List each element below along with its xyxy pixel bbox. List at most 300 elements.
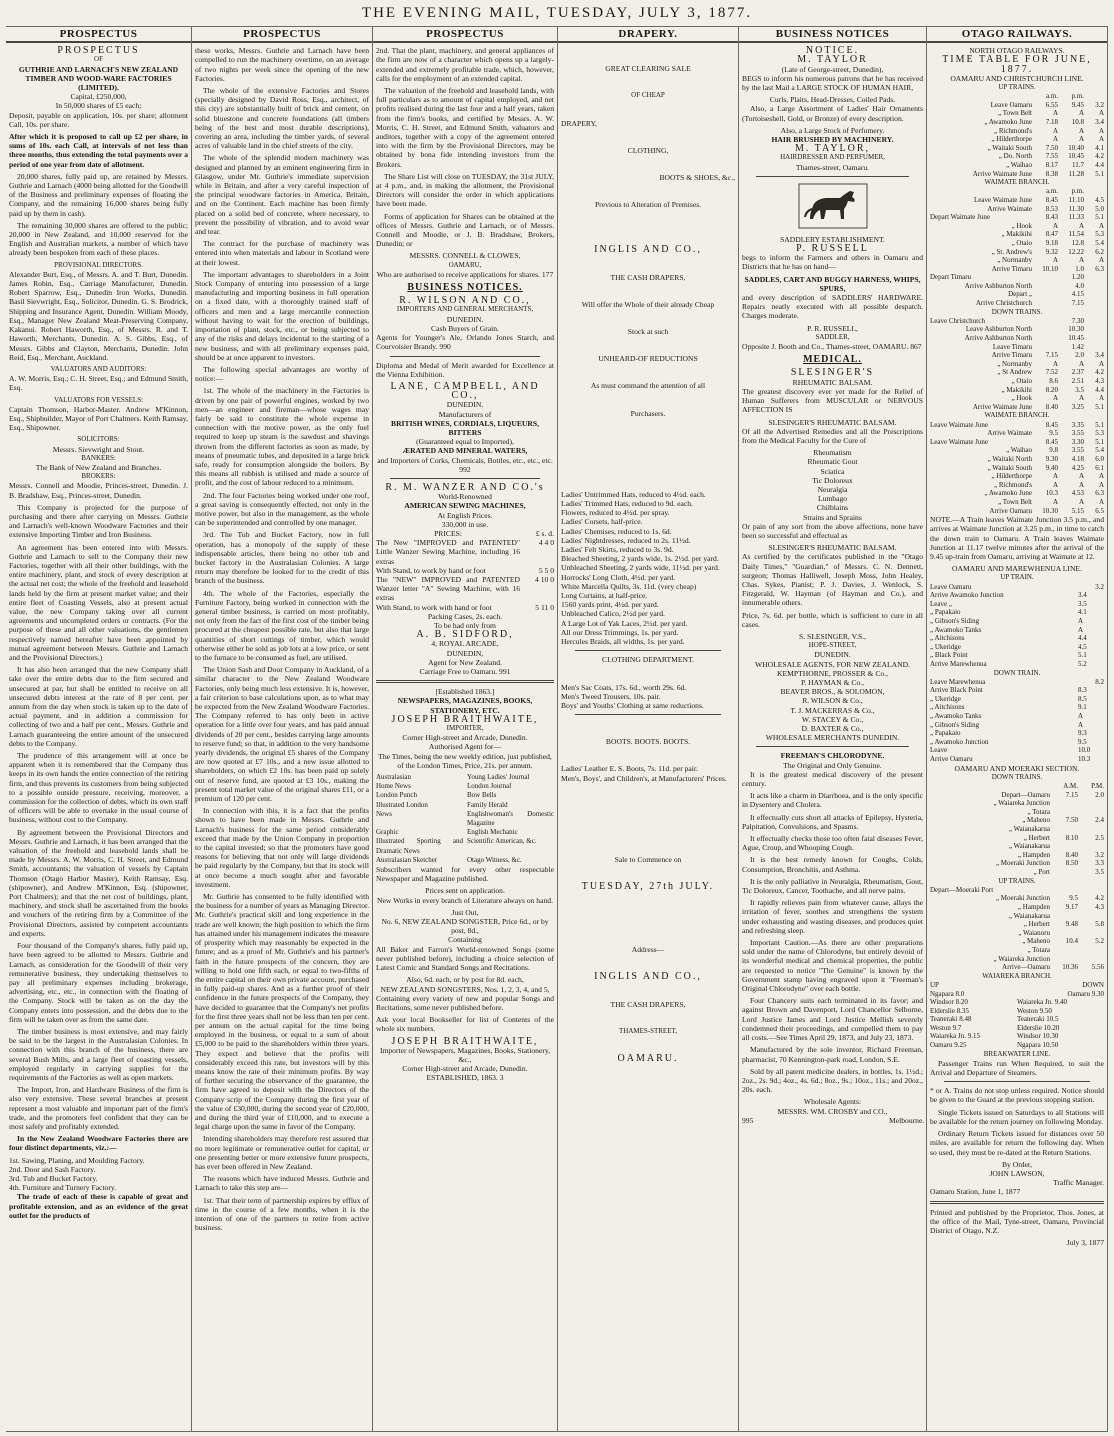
timetable-cell: 7.52 [1045,368,1058,377]
timetable-cell: 9.3 [1078,729,1087,738]
timetable-cell: 5.1 [1095,402,1104,411]
sidford-place: DUNEDIN, [446,648,484,658]
timetable-cell [1032,325,1058,334]
paragraph: It rapidly relieves pain from whatever cause, allays the irritation of fever, soothes and strengthens the system under exhausting and wasting diseases, and produces quiet and refreshing sleep. [742,898,923,935]
ailment: Sciatica [820,466,845,476]
timetable-cell: Leave Marewhenua [930,677,986,686]
paragraph: 20,000 shares, fully paid up, are retained by Messrs. Guthrie and Larnach (4000 being allotted for the Goodwill of the Business and preliminary expenses of floating the Company, and the remaining 16,000 shares being fully paid up by them in cash). [9,171,188,218]
timetable-cell: „ Totara [1027,945,1050,954]
timetable-cell: Ngapara 10.50 [1017,1041,1059,1050]
column-business-notices [739,27,926,1431]
divider [756,746,909,747]
bankers: The Bank of New Zealand and Branches. [35,462,162,472]
timetable-cell [1050,825,1078,834]
wholesale-heading: WHOLESALE AGENTS, FOR NEW ZEALAND. [754,659,911,669]
timetable-cell: „ Otaio [1011,238,1032,247]
agent-note-text: Who are authorised to receive applications for shares. [376,269,540,279]
clothing-item: Boys' and Youths' Clothing at same reductions. [561,700,704,710]
timetable-cell: Arrive Timaru [991,264,1032,273]
single-tickets: Single Tickets issued on Saturdays to all Stations will be available for the return journey on following Monday. [930,1107,1104,1126]
timetable-cell: 3.4 [1078,591,1087,600]
timetable-cell: 2.0 [1095,790,1104,799]
timetable-cell: 4.2 [1095,894,1104,903]
timetable-cell: 3.4 [1095,351,1104,360]
freeman-heading: FREEMAN'S CHLORODYNE. [780,751,885,761]
timetable-cell: Arrive Ashburton North [964,334,1032,343]
carriage [376,667,554,676]
timetable-cell: „ Makikihi [1001,230,1032,239]
times-notice: The Times, being the new weekly edition, just published, of the London Times, Price, 21s. per annum. [378,751,552,770]
line-oamaru-christchurch: OAMARU AND CHRISTCHURCH LINE. [950,73,1084,83]
timetable-cell: A [1078,480,1084,489]
lane-importers-text: and Importers of Corks, Chemicals, Bottles, etc., etc., etc. [377,455,553,465]
timetable-cell: 4.53 [1071,489,1084,498]
timetable-cell: „ Totara [1027,807,1050,816]
timetable-cell: 9.40 [1045,463,1058,472]
timetable-cell: Depart „ [1008,290,1032,299]
paper-name: English Mechanic [467,828,518,837]
clothing-department: CLOTHING DEPARTMENT. [602,655,694,665]
russell-begs: begs to inform the Farmers and others in Oamaru and Districts that he has on hand— [742,253,923,272]
waimate-branch-2: WAIMATE BRANCH. [984,411,1050,420]
braithwaite-title: IMPORTER, [446,724,484,733]
sale-items [561,490,735,646]
curls: Curls, Plaits, Head-Dresses, Coiled Pads. [769,95,896,105]
hair-brushed: HAIR BRUSHED BY MACHINERY. [771,135,894,145]
timetable-cell: 9.5 [1049,429,1058,438]
timetable-cell [1084,290,1104,299]
paper-name: News [376,809,392,818]
timetable-cell: 5.8 [1095,920,1104,929]
paragraph: In connection with this, it is a fact that the profits shown to have been made in Messrs. Guthrie and Larnach's business for the same period considerably exceed that made by the Union Company in proportion to the capital invested; so that the promoters have good reasons for believing that not only will large dividends be paid regularly by the Company, but that its stock will at once become a much sought after and favorable investment. [195,806,369,889]
containing: Containing [448,935,482,945]
timetable-cell [1078,825,1104,834]
timetable-cell [1050,912,1078,921]
timetable-cell: 7.50 [1065,816,1078,825]
timetable-cell: „ Awamoko June [984,489,1032,498]
waimate-table-3 [930,438,1104,515]
timetable-cell: „ Awamoko Junction [930,737,989,746]
timetable-cell: 4.4 [1095,160,1104,169]
timetable-cell: 8.6 [1049,377,1058,386]
timetable-title: TIME TABLE FOR JUNE, 1877. [942,54,1092,75]
up-trains: UP TRAINS. [998,83,1036,92]
timetable-cell: 12.8 [1071,238,1084,247]
after-call: After which it is proposed to call up £2 per share, in sums of 10s. each Call, at intervals of not less than three months, thus extending the total payments over a period of one year from date of allotment. [9,132,188,169]
price-item: With Stand, to work by hand or foot [376,565,486,575]
waimate-branch: WAIMATE BRANCH. [984,178,1050,187]
timetable-cell: 3.30 [1071,437,1084,446]
ailment: Neuralgia [817,484,848,494]
wanzer-name: R. M. WANZER AND CO.'s [385,481,545,493]
lane-guarantee: (Guaranteed equal to Imported), [416,437,514,447]
price-value: 5 5 0 [538,565,554,575]
timetable-cell: „ Normanby [997,256,1032,265]
factory-item: 3rd. Tub and Bucket Factory. [9,1173,98,1183]
slesinger-name: SLESINGER'S [790,367,875,379]
agent-name: MESSRS. CONNELL & CLOWES, [409,251,521,261]
price-row [376,538,554,566]
clothing-item: Men's Sac Coats, 17s. 6d., worth 29s. 6d. [561,682,687,692]
waimate-table-2 [930,421,1104,438]
brokers: Messrs. Connell and Moodie, Princes-street, Dunedin. J. B. Bradshaw, Esq., Princes-street, Dunedin. [9,481,188,500]
timetable-cell: Elderslie 10.20 [1017,1023,1060,1032]
timetable-cell: 6.2 [1095,247,1104,256]
paragraph: these works, Messrs. Guthrie and Larnach have been compelled to run the machinery overtime, on an average of two nights per week since the opening of the new Factories. [195,46,369,83]
timetable-cell: Leave Timaru [992,342,1032,351]
certified: As certified by the certificates published in the "Otago Daily Times," "Guardian," of Messrs. C. N. Dennett, surgeon; Thomas Halliwell, Joseph Moss, John Healey, Chas. Sykes, Pianist; P. J. Davies, J. Wenlock, S. Fitzgerald, W. Hayman (of Hayman and Co.), and innumerable others. [742,552,923,608]
prices-on-application: Prices sent on application. [425,886,505,896]
established-2 [376,1073,554,1082]
timetable-cell [1050,929,1078,938]
timetable-cell [1078,799,1104,808]
paragraph: Intending shareholders may therefore rest assured that no more legitimate or remunerative outlet for capital, or one presenting better or more extensive future prospects, has ever been offered in New Zealand. [195,1134,369,1171]
paragraph: The valuation of the freehold and leasehold lands, with full particulars as to amount of capital employed, and net profits realised during the last four and a half years, taken from the firm's books, and certified by Messrs. A. W. Morris, C. H. Street, and Edmund Smith, valuators and auditors, together with a copy of the agreement entered into with the firm by the Provisional Directors, may be obtained by bona fide intending investors from the Brokers. [376,86,554,169]
timetable-cell: 9.18 [1045,238,1058,247]
just-out: Just Out, [451,907,479,917]
timetable-cell: 8.40 [1045,402,1058,411]
sale-item: 1560 yards print, 4½d. per yard. [561,600,659,610]
attention: As must command the attention of all [590,381,706,391]
timetable-cell: „ Awamoko Tanks [930,625,982,634]
timetable-cell [1032,334,1058,343]
timetable-cell: A [1052,497,1058,506]
ailment: Strains and Sprains [803,512,862,522]
timetable-cell: 3.5 [1078,599,1087,608]
lane-place: DUNEDIN. [446,400,484,410]
divider [756,176,909,177]
inglis-name: INGLIS AND CO., [594,244,702,256]
timetable-cell: 8.43 [1045,213,1058,222]
company-name: GUTHRIE AND LARNACH'S NEW ZEALAND TIMBER AND WOOD-WARE FACTORIES (LIMITED). [18,64,179,93]
column-heading: OTAGO RAILWAYS. [927,27,1107,43]
timetable-cell [1084,282,1104,291]
russell-every: and every description of SADDLERS' HARDWARE. Repairs neatly executed with all possible despatch. Charges moderate. [742,293,923,321]
divider [575,714,721,715]
sale-item: Ladies' Trimmed Hats, reduced to 9d. each. [561,499,693,509]
timetable-cell: „ Waihao [1006,446,1032,455]
taylor-name-2: M. TAYLOR, [794,143,871,155]
timetable-cell: 4.25 [1071,463,1084,472]
timetable-cell: „ Hilderthorpe [991,472,1032,481]
timetable-cell: 6.5 [1095,506,1104,515]
prospectus-title: PROSPECTUS [57,45,140,57]
timetable-cell: „ Ukeridge [930,694,961,703]
timetable-cell: „ Maheno [1022,816,1050,825]
timetable-cell: „ Ukeridge [930,642,961,651]
wanzer-sold: 330,000 in use. [441,519,489,529]
agent-place: OAMARU, [448,260,482,269]
timetable-cell: Leave Christchurch [930,316,986,325]
timetable-cell: 4.18 [1071,454,1084,463]
paragraph: Manufactured by the sole inventor, Richard Freeman, pharmacist, 70 Kennington-park road, London, S.E. [742,1045,923,1064]
taylor-begs: BEGS to inform his numerous patrons that he has received by the last Mail a LARGE STOCK OF HUMAN HAIR, [742,73,923,93]
paper-name: Illustrated Sporting and Dramatic News [376,837,463,855]
timetable-cell: „ Waiareka Junction [993,799,1050,808]
divider [944,1081,1090,1082]
timetable-cell: a.m. [1045,92,1058,101]
paragraph: The reasons which have induced Messrs. Guthrie and Larnach to take this step are— [195,1174,369,1193]
timetable-cell: A [1052,256,1058,265]
waiareka-branch: WAIAREKA BRANCH. [982,971,1052,980]
timetable-cell: 10.45 [1068,152,1084,161]
sale-item: A Large Lot of Yak Laces, 2½d. per yard. [561,618,688,628]
timetable-cell: 4.4 [1078,634,1087,643]
crosby: MESSRS. WM. CROSBY and CO., [777,1106,888,1116]
timetable-cell: 3.2 [1095,582,1104,591]
timetable-cell: „ Herbert [1023,920,1050,929]
masthead [0,0,1114,26]
timetable-cell: „ Aitchisons [930,703,965,712]
timetable-cell: Teaneraki 8.48 [930,1015,972,1024]
factory-item: 4th. Furniture and Turnery Factory. [9,1183,117,1193]
timetable-cell: 5.2 [1078,659,1087,668]
timetable-cell: Arrive Waimate June [972,402,1032,411]
timetable-cell: 11.7 [1072,160,1084,169]
wholesale-agent: T. J. MACKERRAS & Co., [790,705,875,715]
ad-number: 3 [499,1073,504,1083]
braithwaite-address: Corner High-street and Arcade, Dunedin. [402,733,528,743]
timetable-cell [1078,946,1104,955]
paragraph: The whole of the splendid modern machinery was designed and planned by an eminent engineering firm in Glasgow, under Mr. Guthrie's immediate supervision while in Britain, and after a very careful inspection of the principal woodware factories in America, Britain, and on the Continent. Each machine has been firmly placed on a solid bed of concrete, where necessary, to prevent the possibility of vibration, and to avoid wear and tear. [195,153,369,237]
timetable-cell: 6.55 [1045,100,1058,109]
timetable-cell: „ Waitaki South [987,463,1032,472]
boots-line: BOOTS & SHOES, &c., [659,173,735,183]
opposite [742,342,923,351]
timetable-cell: 8.53 [1045,204,1058,213]
timetable-cell: 4.2 [1095,152,1104,161]
lane-goods: BRITISH WINES, CORDIALS, LIQUEURS, BITTERS [391,418,539,437]
up-trains-table [930,92,1104,178]
prices-heading: PRICES: [434,528,462,538]
timetable-cell: „ Awamoko Tanks [930,712,982,721]
wanzer-product: AMERICAN SEWING MACHINES, [404,501,526,511]
timetable-cell: „ Gibson's Siding [930,720,980,729]
timetable-cell [1032,282,1058,291]
timetable-cell: Leave [930,746,948,755]
authorised-agent: Authorised Agent for— [428,742,502,752]
timetable-cell: Arrive Ashburton North [964,281,1032,290]
timetable-cell: Arrive Waimate [987,204,1032,213]
timetable-cell [1078,842,1104,851]
timetable-cell: „ Hook [1011,394,1032,403]
column-heading: PROSPECTUS [373,27,557,43]
timetable-cell: 3.55 [1071,446,1084,455]
ailments-list [742,448,923,522]
timetable-cell: Depart—Moeraki Port [930,885,994,894]
timetable-cell: 8.20 [1045,385,1058,394]
packing: Packing Cases, 2s. each. [427,611,503,621]
timetable-cell: 5.4 [1095,238,1104,247]
saddles: SADDLES, CART AND BUGGY HARNESS, WHIPS, SPURS, [744,274,921,293]
timetable-cell: 7.50 [1045,143,1058,152]
timetable-cell: Elderslie 8.35 [930,1006,969,1015]
diploma: Diploma and Medal of Merit awarded for Excellence at the Vienna Exhibition. [376,360,554,379]
timetable-cell: 8.10 [1065,833,1078,842]
timetable-cell: 10.4 [1065,937,1078,946]
timetable-cell: 5.1 [1095,169,1104,178]
freeman-sub: The Original and Only Genuine. [783,760,882,770]
nz-songsters: NEW ZEALAND SONGSTERS, Nos. 1, 2, 3, 4, and 5, [380,984,550,994]
timetable-cell: A [1078,359,1084,368]
price-row [376,566,554,575]
timetable-cell: A [1098,497,1104,506]
timetable-cell: 3.35 [1071,420,1084,429]
paragraph: It has also been arranged that the new Company shall take over the entire debts due to the firm secured and unsecured at par, but shall be entitled to receive on all unsecured debts interest at the rate of 8 per cent. per annum from the day when stock is taken up to the date of actual payment, and in addition a commission for collecting of two and a half per cent., Messrs. Guthrie and Larnach guaranteeing the entire amount of the unsecured debts to the Company. [9,665,188,748]
timetable-cell: 5.4 [1095,446,1104,455]
slesinger-vs: S. SLESINGER, V.S., [798,631,867,641]
timetable-cell: Arrive—Oamaru [1002,963,1050,972]
brokers-heading: BROKERS: [81,472,116,481]
timetable-cell: „ Hampden [1017,902,1050,911]
timetable-cell: 5.3 [1095,429,1104,438]
sale-item: Ladies' Chemises, reduced to 1s. 6d. [561,526,672,536]
melbourne: Melbourne. [889,1115,925,1125]
timetable-cell: 8.3 [1078,686,1087,695]
notice-heading: NOTICE. [805,45,860,57]
newspaper-columns [6,26,1108,1432]
timetable-cell: „ Waitaki South [987,143,1032,152]
column-heading: BUSINESS NOTICES [739,27,926,43]
ailment: Rheumatism [813,448,852,458]
to-be-had: To be had only from [434,620,496,630]
timetable-cell: 11.54 [1068,230,1084,239]
wholesale-agent: W. STACEY & Co., [801,714,864,724]
timetable-cell: 10.8 [1071,118,1084,126]
sale-commence: Sale to Commence on [614,854,682,864]
timetable-cell: 4.1 [1095,143,1104,152]
timetable-cell [1084,273,1104,282]
timetable-cell: Windsor 10.30 [1017,1032,1059,1041]
sidford-name: A. B. SIDFORD, [416,629,514,641]
up-train: UP TRAIN. [1000,573,1034,582]
timetable-cell: „ Makikihi [1001,385,1032,394]
wholesale-agent: BEAVER BROS., & SOLOMON, [780,687,885,697]
taylor-also: Also, a Large Assortment of Ladies' Hair Ornaments (Tortoiseshell, Gold, or Bronze) of every description. [742,104,923,123]
paragraph: Important Caution.—As there are other preparations sold under the name of Chlorodyne, but entirely devoid of its wonderful medical and chemical properties, the public are requested to notice "The Genuine" is known by the Government stamp having engraved upon it "Freeman's Original Chlorodyne" over each bottle. [742,938,923,994]
paper-name: Bow Bells [467,791,497,800]
timetable-cell: „ Normanby [997,359,1032,368]
wilson-agents-text: Agents for Younger's Ale, Orlando Jones Starch, and Courvoisier Brandy. [376,333,554,352]
timetable-cell: 4.2 [1095,368,1104,377]
timetable-cell: „ Waiareka Junction [993,954,1050,963]
timetable-cell: 4.5 [1078,642,1087,651]
ailment: Tic Doloreux [812,475,853,485]
timetable-cell: 8.40 [1065,850,1078,859]
timetable-cell: 2.51 [1071,377,1084,386]
timetable-cell [1084,334,1104,343]
timetable-cell: Arrive Christchurch [975,299,1032,308]
timetable-cell: „ Hook [1011,221,1032,230]
timetable-cell [1050,808,1078,817]
price-list [376,538,554,612]
paragraph: The trade of each of these is capable of great and profitable extension, and as an evidence of the great outlet for the products of [9,1192,188,1220]
sale-item: All our Dress Trimmings, 1s. per yard. [561,627,679,637]
of-all: Of all the Advertised Remedies and all the Prescriptions from the Medical Faculty for the Cure of [742,426,923,445]
russell-name-2: P. R. RUSSELL, [807,323,858,333]
timetable-cell: Leave Oamaru [930,582,972,591]
timetable-cell: A [1098,480,1104,489]
prices-header [376,529,554,538]
timetable-cell: A [1078,109,1084,118]
timetable-cell: A [1098,109,1104,118]
timetable-cell: A.M. [1063,782,1078,791]
boots-heading: BOOTS. BOOTS. BOOTS. [605,737,691,747]
imprint: Printed and published by the Proprietor, Thos. Jones, at the office of the Mail, Tyne-street, Oamaru, Provincial District of Otago, N.Z. [930,1207,1104,1235]
price-item: The "NEW" IMPROVED and PATENTED Wanzer letter "A" Sewing Machine, with 16 extras [376,574,520,603]
timetable-cell [1084,92,1104,101]
timetable-cell: „ Waihao [1006,160,1032,169]
timetable-cell: „ St Andrew [997,368,1032,377]
timetable-cell: 9.5 [1069,894,1078,903]
paragraph: It is the only palliative in Neuralgia, Rheumatism, Gout, Tic Doloreux, Cancer, Toothache, and all nerve pains. [742,876,923,896]
price-row [376,603,554,612]
timetable-cell: 5.1 [1095,213,1104,222]
drapery-line: DRAPERY, [561,118,597,128]
timetable-cell: A [1078,394,1084,403]
paragraph: Four Chancery suits each terminated in its favor; and against Brown and Davenport, Lord Chancellor Selborne, Lord Justice James and Lord Justice Mellish severely condemned their proceedings, and compelled them to pay all costs.—See Times April 29, 1873, and July 23, 1873. [742,996,923,1043]
paragraph: The timber business is most extensive, and may fairly be said to be the largest in the Australasian Colonies. In connection with this branch of the business, there are several Bush Mills, and a large fleet of coasting vessels, employed regularly in carrying supplies for the requirements of the Factories as well as open markets. [9,1026,188,1082]
timetable-cell: 4.4 [1095,385,1104,394]
imprint-date: July 3, 1877 [1066,1238,1104,1248]
timetable-cell: A [1052,359,1058,368]
unheard-reductions: UNHEARD-OF REDUCTIONS [598,354,698,364]
timetable-cell: 9.1 [1078,703,1087,712]
paragraph: 2nd. The four Factories being worked under one roof, a great saving is consequently effected, not only in the motive power, but also in the management, as the whole can be superintended and controlled by one manager. [195,490,369,528]
timetable-cell: 10.10 [1042,264,1058,273]
ad-number: 995 [742,1115,754,1125]
lane-name: LANE, CAMPBELL, AND CO., [390,380,540,402]
taylor-name: M. TAYLOR [797,54,868,66]
timetable-cell [930,187,1032,196]
shares: In 50,000 shares of £5 each; [55,101,142,111]
divider [390,356,540,357]
lane-aerated: ÆRATED AND MINERAL WATERS, [402,446,528,456]
sale-item: Ladies' Nightdresses, reduced to 2s. 11½d. [561,535,691,545]
breakwater-line: BREAKWATER LINE. [983,1049,1051,1058]
sale-item: Hercules Braids, all widths, 1s. per yard. [561,637,685,647]
traffic-manager: Traffic Manager. [1052,1178,1104,1188]
braithwaite-line-2: Importer of Newspapers, Magazines, Books, Stationery, &c., [379,1045,551,1064]
sale-item: Ladies' Felt Skirts, reduced to 3s. 9d. [561,545,674,555]
timetable-cell: Oamaru 9.30 [1067,989,1104,998]
established-2-text: ESTABLISHED, 1863. [426,1073,498,1083]
timetable-cell: 7.18 [1045,118,1058,126]
timetable-cell: 11.28 [1068,169,1084,178]
business-notices-heading: BUSINESS NOTICES. [407,282,523,294]
valuators-list: A. W. Morris, Esq.; C. H. Street, Esq.; and Edmund Smith, Esq. [9,374,188,393]
timetable-cell: 1.0 [1075,264,1084,273]
return-tickets: Ordinary Return Tickets issued for distances over 50 miles, are available for return the following day. When so used, they must be re-dated at the Return Stations. [930,1129,1104,1157]
stock-at-such: Stock at such [627,327,669,337]
clothing-item: Men's Tweed Trousers, 10s. pair. [561,691,661,701]
sidford-address: 4, ROYAL ARCADE, [431,639,499,649]
timetable-cell: 2.37 [1071,368,1084,377]
passenger: Passenger Trains run When Required, to suit the Arrival and Departure of Steamers. [930,1058,1104,1078]
timetable-cell: Arrive Marewhenua [930,659,987,668]
ad-number: 992 [459,464,471,474]
timetable-cell [1078,955,1104,964]
paragraph: This Company is projected for the purpose of purchasing and there after carrying on Messrs. Guthrie and Larnach's well-known Woodware Factories and their extensive Importing Timber and Iron Business. [9,502,188,540]
paragraph: Mr. Guthrie has consented to be fully identified with the business for a number of years as Managing Director. Mr. Guthrie's practical skill and long experience in the trade are well known; the high position to which the firm has attained under his management indicates the measure of prosperity which may reasonably be expected in the future; and as a proof of Mr. Guthrie's and his partner's faith in the future prospects of the concern, they are willing to hold one fifth each, or equal to two-fifths of the entire capital on their own private account, purchased in fully paid-up shares. And as a further proof of their confidence in the future prospects of the Company, they have decided to guarantee that the Company's net profits for the first three years shall not be less than ten per cent. per annum on the actual capital for the time being employed in the business, or equal to a sum of about £5,000 to be paid to the shareholders within three years. They expect and believe that the profits will considerably exceed this rate, but investors will by this means know the rate of their minimum profits. By way of further securing the observance of the guarantee, the firm have agreed to deposit with the Directors of the Company scrip of the Company during the first year of the value of £30,000, during the second year of £20,000, and during the third year of £10,000, and to execute a legal charge upon the same in favor of the Company. [195,892,369,1132]
paragraph: Forms of application for Shares can be obtained at the offices of Messrs. Guthrie and Larnach, or of Messrs. Connell and Moodie, or J. B. Bradshaw, Brokers, Dunedin; or [376,211,554,249]
timetable-cell: Arrive Oamaru [930,755,973,764]
timetable-cell: „ Black Point [930,651,968,660]
clearing-sale: GREAT CLEARING SALE [605,64,691,74]
hairdresser: HAIRDRESSER AND PERFUMER, [780,153,885,162]
timetable-cell [1078,808,1104,817]
column-heading: DRAPERY. [558,27,738,43]
